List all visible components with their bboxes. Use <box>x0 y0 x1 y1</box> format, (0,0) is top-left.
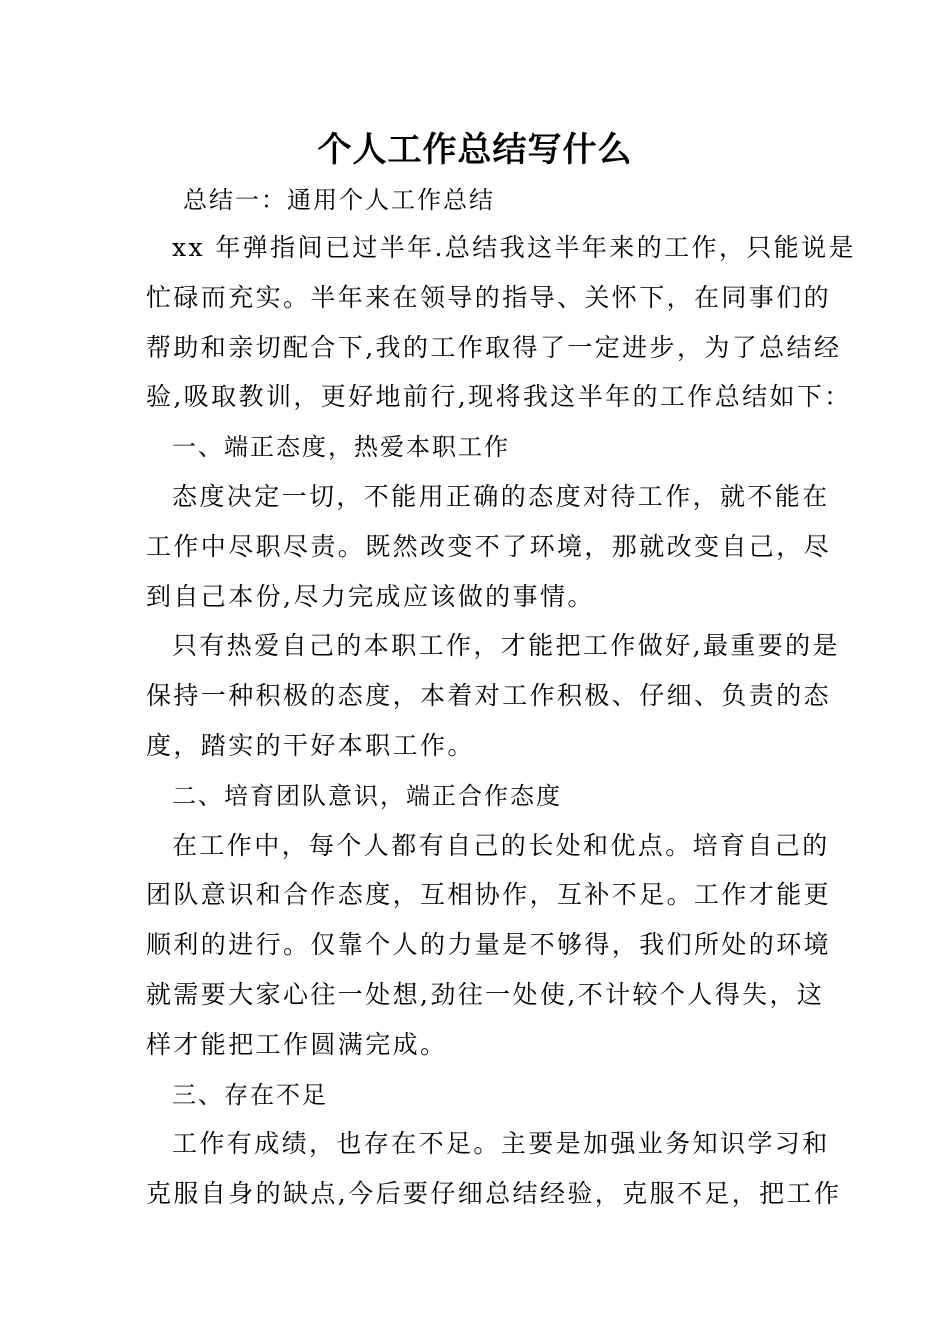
paragraph-line: 只有热爱自己的本职工作，才能把工作做好,最重要的是 <box>172 631 840 660</box>
paragraph-line: xx 年弹指间已过半年.总结我这半年来的工作，只能说是 <box>172 233 856 262</box>
paragraph-line: 在工作中，每个人都有自己的长处和优点。培育自己的 <box>172 831 830 860</box>
paragraph-line: 帮助和亲切配合下,我的工作取得了一定进步，为了总结经 <box>146 333 842 362</box>
paragraph-line: 工作有成绩，也存在不足。主要是加强业务知识学习和 <box>172 1129 830 1158</box>
paragraph-line: 团队意识和合作态度，互相协作，互补不足。工作才能更 <box>146 880 832 909</box>
paragraph-line: 保持一种积极的态度，本着对工作积极、仔细、负责的态 <box>146 681 832 710</box>
paragraph-line: 态度决定一切，不能用正确的态度对待工作，就不能在 <box>172 482 830 511</box>
document-subtitle: 总结一：通用个人工作总结 <box>183 186 495 214</box>
section-heading: 三、存在不足 <box>172 1081 328 1109</box>
paragraph-line: 克服自身的缺点,今后要仔细总结经验，克服不足，把工作 <box>146 1179 842 1208</box>
paragraph-line: 到自己本份,尽力完成应该做的事情。 <box>146 582 595 611</box>
paragraph-line: 工作中尽职尽责。既然改变不了环境，那就改变自己，尽 <box>146 532 832 561</box>
paragraph-line: 度，踏实的干好本职工作。 <box>146 731 475 760</box>
section-heading: 二、培育团队意识，端正合作态度 <box>172 782 562 810</box>
paragraph-line: 验,吸取教训，更好地前行,现将我这半年的工作总结如下： <box>146 382 852 411</box>
paragraph-line: 就需要大家心往一处想,劲往一处使,不计较个人得失，这 <box>146 980 825 1009</box>
paragraph-line: 忙碌而充实。半年来在领导的指导、关怀下，在同事们的 <box>146 283 832 312</box>
section-heading: 一、端正态度，热爱本职工作 <box>172 433 510 461</box>
document-title: 个人工作总结写什么 <box>317 130 633 170</box>
paragraph-line: 顺利的进行。仅靠个人的力量是不够得，我们所处的环境 <box>146 930 832 959</box>
paragraph-line: 样才能把工作圆满完成。 <box>146 1030 448 1059</box>
